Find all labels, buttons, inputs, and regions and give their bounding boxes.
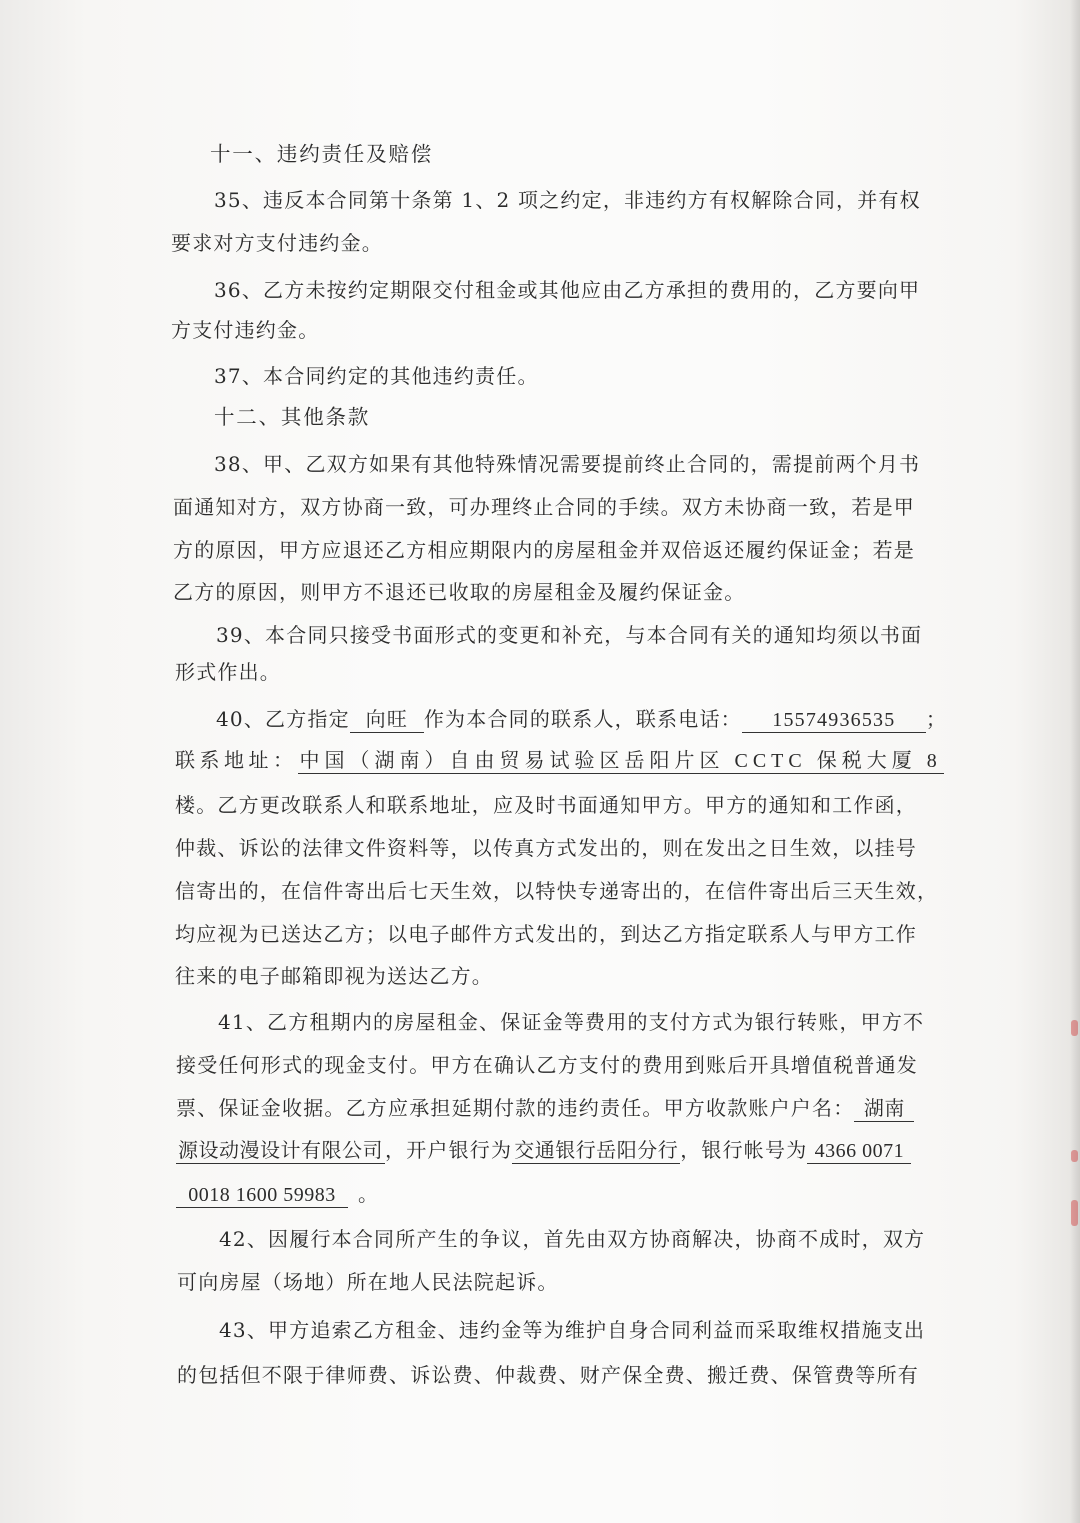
clause-40-line-1 [216,705,947,733]
clause-40-line-3: 楼。乙方更改联系人和联系地址，应及时书面通知甲方。甲方的通知和工作函， [175,793,917,817]
account-number-field-part-2: 0018 1600 59983 [176,1183,348,1208]
account-number-field-part-1: 4366 0071 [807,1139,911,1164]
contact-phone-field: 15574936535 [742,708,926,733]
page-edge-shadow [1070,0,1080,1523]
seal-edge-mark [1071,1200,1078,1226]
clause-40-line-4: 仲裁、诉讼的法律文件资料等，以传真方式发出的，则在发出之日生效，以挂号 [175,836,917,860]
bank-name-field: 交通银行岳阳分行 [514,1140,679,1162]
clause-41-line-2: 接受任何形式的现金支付。甲方在确认乙方支付的费用到账后开具增值税普通发 [176,1053,918,1077]
clause-41-end: 。 [358,1182,380,1206]
contact-address-field: 中国（湖南）自由贸易试验区岳阳片区 CCTC 保税大厦 8 [299,750,942,772]
section-heading-11: 十一、违约责任及赔偿 [210,142,433,166]
clause-42-line-2: 可向房屋（场地）所在地人民法院起诉。 [177,1270,559,1294]
clause-41-line-5 [176,1180,379,1208]
contact-name-field: 向旺 [350,708,424,733]
account-number-label: ，银行帐号为 [680,1138,808,1162]
seal-edge-mark [1071,1020,1078,1036]
clause-40-prefix: 40、乙方指定 [216,707,350,731]
clause-35-line-2: 要求对方支付违约金。 [171,231,383,255]
account-name-field-part-2: 源设动漫设计有限公司 [178,1140,383,1162]
clause-38-line-2: 面通知对方，双方协商一致，可办理终止合同的手续。双方未协商一致，若是甲 [173,495,915,519]
clause-40-line-5: 信寄出的，在信件寄出后七天生效，以特快专递寄出的，在信件寄出后三天生效， [175,879,939,903]
clause-36-line-2: 方支付违约金。 [171,318,320,342]
clause-41-line-3-text: 票、保证金收据。乙方应承担延期付款的违约责任。甲方收款账户户名： [176,1096,855,1120]
clause-38-line-4: 乙方的原因，则甲方不退还已收取的房屋租金及履约保证金。 [173,580,746,604]
clause-42-line-1: 42、因履行本合同所产生的争议，首先由双方协商解决，协商不成时，双方 [219,1227,926,1251]
section-heading-12: 十二、其他条款 [214,405,371,429]
clause-39-line-2: 形式作出。 [175,660,281,684]
clause-37-line-1: 37、本合同约定的其他违约责任。 [214,364,539,388]
address-label: 联系地址： [175,748,298,772]
clause-41-line-4 [176,1136,911,1164]
clause-36-line-1: 36、乙方未按约定期限交付租金或其他应由乙方承担的费用的，乙方要向甲 [214,278,921,302]
clause-40-line-6: 均应视为已送达乙方；以电子邮件方式发出的，到达乙方指定联系人与甲方工作 [175,922,917,946]
clause-43-line-2: 的包括但不限于律师费、诉讼费、仲裁费、财产保全费、搬迁费、保管费等所有 [177,1363,919,1387]
clause-39-line-1: 39、本合同只接受书面形式的变更和补充，与本合同有关的通知均须以书面 [216,623,923,647]
clause-40-line-7: 往来的电子邮箱即视为送达乙方。 [175,964,493,988]
clause-38-line-3: 方的原因，甲方应退还乙方相应期限内的房屋租金并双倍返还履约保证金；若是 [173,538,915,562]
clause-38-line-1: 38、甲、乙双方如果有其他特殊情况需要提前终止合同的，需提前两个月书 [214,452,921,476]
clause-41-line-1: 41、乙方租期内的房屋租金、保证金等费用的支付方式为银行转账，甲方不 [218,1010,925,1034]
seal-edge-mark [1071,1150,1078,1162]
clause-41-line-3 [176,1094,914,1122]
clause-35-line-1: 35、违反本合同第十条第 1、2 项之约定，非违约方有权解除合同，并有权 [214,188,921,212]
bank-label: ，开户银行为 [385,1138,513,1162]
account-name-field-part-1: 湖南 [854,1097,914,1122]
clause-40-line-2 [175,746,944,774]
clause-43-line-1: 43、甲方追索乙方租金、违约金等为维护自身合同利益而采取维权措施支出 [219,1318,926,1342]
clause-40-mid: 作为本合同的联系人，联系电话： [423,707,742,731]
clause-40-suffix: ； [925,707,948,731]
